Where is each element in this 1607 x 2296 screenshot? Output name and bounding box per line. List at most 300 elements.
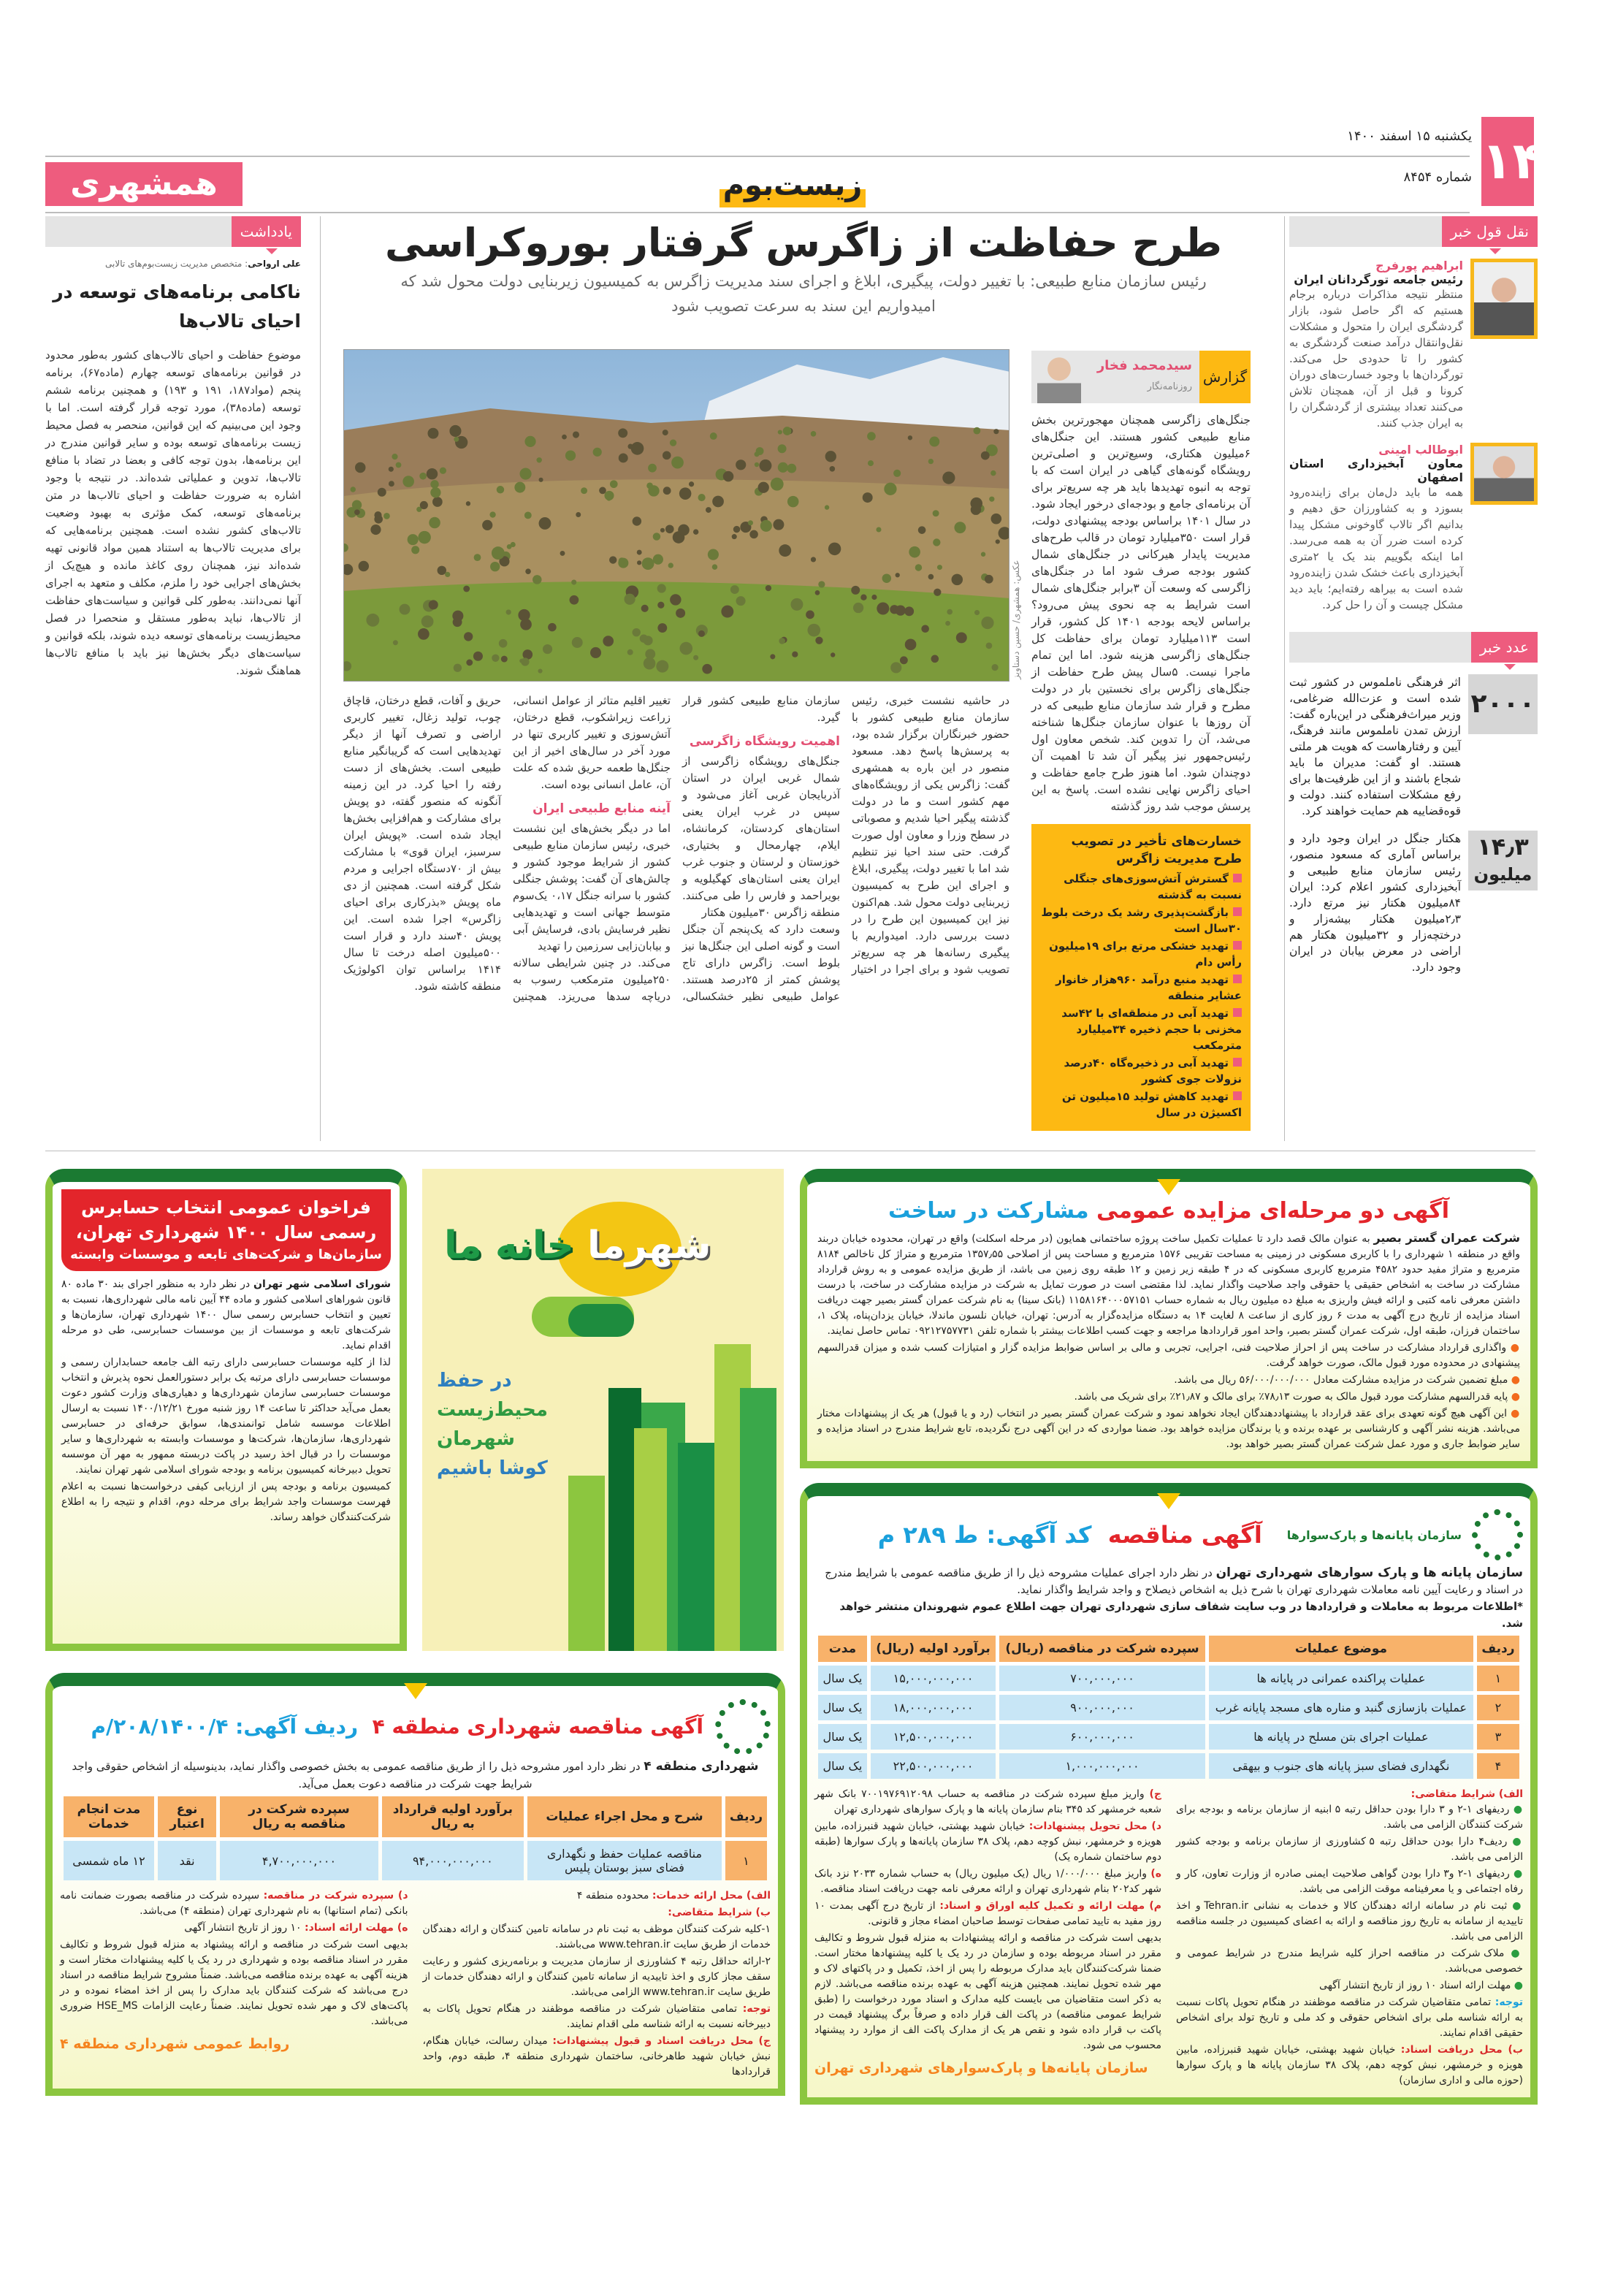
tree-shape <box>755 462 759 467</box>
tree-shape <box>825 505 829 509</box>
tree-shape <box>937 565 942 570</box>
poster-slogan-line: کوشا باشیم <box>437 1457 548 1479</box>
tehran-municipality-logo <box>715 1699 771 1755</box>
district4-conditions: الف) محل ارائه خدمات: محدوده منطقه ۴ ب) شرایط متقاضی: ۱-کلیه شرکت کنندگان موظف به ثبت نام در سامانه تامین کنندگان و ارائه دهندگان خدمات از طریق سایت www.tehran.ir می‌باشند. ۲-ارائه حداقل رتبه ۴ کشاورزی از سازمان مدیریت و برنامه‌ریزی کشور و رعایت سقف مجاز کاری و اخذ تاییدیه از سامانه تامین کنندگان و ارائه دهندگان خدمات از طریق سایت www.tehran.ir الزامی می‌باشد. توجه: تمامی متقاضیان شرکت در مناقصه موظفند در هنگام تحویل پاکات به دبیرخانه نسبت به ارائه شناسه ملی اقدام نمایند. ج) محل دریافت اسناد و قبول پیشنهادات: میدان رسالت، خیابان هنگام، نبش خیابان شهید طاهرخانی، ساختمان شهرداری منطقه ۴، طبقه دوم، واحد قراردادها <box>422 1890 771 2078</box>
avatar-amini <box>1470 443 1538 505</box>
tree-shape <box>830 466 836 472</box>
tree-shape <box>402 476 414 487</box>
tree-shape <box>419 473 427 480</box>
tree-shape <box>787 464 796 473</box>
tree-shape <box>676 609 685 618</box>
photo-credit: عکس: همشهری/ حسین دستاویز <box>1011 560 1021 679</box>
ad-pointer <box>404 1683 427 1699</box>
table-cell: ۴ <box>1477 1753 1519 1779</box>
auction-condition: ● واگذاری قرارداد مشارکت در ساخت پس از احراز صلاحیت فنی، اجرایی، تجربی و مالی بر اساس ضوابط مزایده گزار و امتیازات کسب شده و میزان قدرالسهم پیشنهادی در محدوده مورد قبول مالک، صورت خواهد گرفت. <box>817 1340 1520 1371</box>
terminals-details: ج) واریز مبلغ سپرده شرکت در مناقصه به حساب ۷۰۰۱۹۷۶۹۱۲۰۹۸ بانک شهر شعبه خرمشهر کد ۳۴۵ بنام سازمان پایانه ها و پارک سوارهای شهرداری تهران د) محل تحویل پیشنهادات: خیابان شهید بهشتی، خیابان شهید قنبرزاده، مابین هویزه و خرمشهر، نبش کوچه دهم، پلاک ۳۸ سازمان پایانه‌ها و پارک سوارها (طبقه دوم ساختمان شماره یک) ه) واریز مبلغ ۱/۰۰۰/۰۰۰ ریال (یک میلیون ریال) به حساب شماره ۲۰۳۳ نزد بانک شهر کد۲۰۲ بنام شهرداری تهران و ارائه معرفی نامه جهت دریافت اسناد مناقصه. م) مهلت ارائه و تکمیل کلیه اوراق و اسناد: از تاریخ درج آگهی بمدت ۱۰ روز مفید به تایید تمامی صفحات توسط صاحبان امضاء مجاز و قانونی. بدیهی است شرکت در مناقصه و ارائه پیشنهادات به منزله قبول شروط و تکالیف مقرر در اسناد مربوطه بوده و سازمان در رد یک یا کلیه پیشنهادها مختار است. ضمنا شرکت‌کنندگان باید مدارک مربوطه را پس از اخذ، تکمیل و در پاکتهای لاک و مهر شده تحویل نمایند. همچنین هزینه آگهی به عهده برنده مناقصه می‌باشد. لازم به ذکر است متقاضیان می بایست کلیه مدارک و اسناد مورد درخواست را (طبق شرایط عمومی مناقصه) در پاکت الف قرار داده و صرفاً برگ پیشنهاد قیمت در پاکت ب قرار داده شود و نقص هر یک از مدارک پاکت الف از موارد رد پیشنهاد محسوب می شود. سازمان پایانه‌ها و پارک‌سوارهای شهرداری تهران <box>814 1787 1161 2090</box>
ad-district4-header <box>60 1699 771 1755</box>
tree-shape <box>438 566 446 575</box>
poster-slogan <box>437 1366 565 1483</box>
ad-signature: سازمان پایانه‌ها و پارک‌سوارهای شهرداری تهران <box>814 2060 1148 2076</box>
tree-shape <box>466 660 473 666</box>
table-cell: یک سال <box>818 1666 867 1691</box>
tree-shape <box>609 556 617 563</box>
tree-shape <box>562 435 567 440</box>
tree-shape <box>678 525 690 536</box>
tree-shape <box>572 637 583 648</box>
tree-shape <box>452 611 463 622</box>
tree-shape <box>524 436 535 447</box>
tree-shape <box>432 497 443 507</box>
tree-shape <box>896 605 906 615</box>
table-cell: ۲ <box>1477 1695 1519 1720</box>
tree-shape <box>624 594 635 605</box>
tree-shape <box>663 430 668 435</box>
table-header-cell: سپرده شرکت در مناقصه (ریال) <box>999 1636 1205 1662</box>
table-row <box>818 1695 1519 1720</box>
tree-shape <box>454 437 459 442</box>
tree-shape <box>831 652 835 657</box>
note-body: موضوع حفاظت و احیای تالاب‌های کشور به‌طور محدود در قوانین برنامه‌های توسعه چهارم (ماده۶۷)، برنامه پنجم (مواد۱۸۷، ۱۹۱ و ۱۹۳) و همچنین برنامه ششم توسعه (ماده۳۸)، مورد توجه قرار گرفته است. اما با وجود این می‌بینیم که این قوانین، منحصر به فصل محیط زیست برنامه‌های توسعه بوده و سایر قوانین مندرج در این برنامه‌ها، بدون توجه کافی و بعضا در تضاد با منافع تالاب‌ها، تدوین و عملیاتی شده‌اند. در نتیجه با وجود اشاره به ضرورت حفاظت و احیای تالاب‌ها در متن برنامه‌های توسعه، کمک مؤثری به بهبود وضعیت تالاب‌های کشور نشده است. همچنین برنامه‌هایی که برای مدیریت تالاب‌ها به استناد همین مواد قانونی تهیه شده‌اند نیز، همچنان روی کاغذ مانده و هیچ‌یک از بخش‌های اجرایی خود را ملزم، مکلف و متعهد به اجرای آنها نمی‌دانند. به‌طور کلی قوانین و سیاست‌های حفاظت از تالاب‌ها، نباید به‌طور مستقل و منحصرا در فصل محیط‌زیست برنامه‌های توسعه دیده شوند، بلکه قوانین و سیاست‌های دیگر بخش‌ها نیز باید با منافع تالاب‌ها هماهنگ شوند. <box>45 348 302 677</box>
tree-shape <box>981 451 990 460</box>
tree-shape <box>370 525 381 535</box>
tree-shape <box>818 581 825 587</box>
ad-auction-body: شرکت عمران گستر بصیر به عنوان مالک قصد دارد تا عملیات تکمیل ساخت پروژه ساختمانی همایون (در مرحله اسکلت) واقع در تهران، محدوده خیابان دربند واقع در منطقه ۱ شهرداری را با کاربری مسکونی در زمینی به مساحت تقریبی ۱۵۷۶ مترمربع و مساحت پس از اصلاحی ۱۳۵۷٫۵۵ مترمربع و متراژ کل ناخالص ۸۱۸۴ مترمربع و متراژ مفید حدود ۴۵۸۲ مترمربع کاربری مسکونی که در ۴ طبقه زیر زمین و ۱۲ طبقه روی زمین می باشد، از طریق مزایده عمومی و به روش قرارداد مشارکت در ساخت به اشخاص حقیقی یا حقوقی واجد صلاحیت واگذار نماید. لذا مقتضی است در صورت تمایل به شرکت در مزایده مشارکت در ساخت، با درست داشتن معرفی نامه کتبی و ارائه فیش واریزی به مبلغ ده میلیون ریال به شماره حساب ۱۱۵۸۱۶۴۰۰۰۵۷۱۵۱ (بانک سینا) به نام شرکت عمران گستر بصیر جهت دریافت اسناد مزایده از تاریخ درج آگهی به مدت ۶ روز کاری از ساعت ۸ لغایت ۱۴ به دستگاه مزایده‌گزار به آدرس: تهران، خیابان نلسون ماندلا، خیابان یزدان‌پناه، پلاک ۱، ساختمان فرزان، طبقه اول، شرکت عمران گستر بصیر، واحد امور قراردادها مراجعه و جهت کسب اطلاعات بیشتر با شماره تلفن ۰۹۲۱۲۷۵۷۷۳۱ تماس حاصل نمایند. ● واگذاری قرارداد مشارکت در ساخت پس از احراز صلاحیت فنی، اجرایی، تجربی و مالی بر اساس ضوابط مزایده گزار و امتیازات کسب شده و میزان قدرالسهم پیشنهادی در محدوده مورد قبول مالک، صورت خواهد گرفت. ● مبلغ تضمین شرکت در مزایده مشارکت معادل ۵۶/۰۰۰/۰۰۰/۰۰۰ ریال می باشد. ● پایه قدرالسهم مشارکت مورد قبول مالک به صورت ۷۸٫۱۳٪ برای مالک و ۲۱٫۸۷٪ برای شریک می باشد. ● این آگهی هیچ گونه تعهدی برای عقد قرارداد با پیشنهاددهندگان ایجاد نخواهد نمود و شرکت عمران گستر بصیر در انتخاب (رد و یا قبول) هر یک از پیشنهادات مختار می‌باشد. هزینه نشر آگهی و کارشناسی بر عهده برنده و یا برندگان مزایده خواهد بود. ضمنا مواردی که در این آگهی درج نگردیده، تابع شرایط مندرج در اسناد مزایده و سایر ضوابط جاری و مورد عمل شرکت عمران گستر بصیر خواهد بود. <box>817 1230 1520 1452</box>
ad-auditor-title: رسمی سال ۱۴۰۰ شهرداری تهران، <box>75 1222 377 1243</box>
tree-shape <box>992 664 999 671</box>
tender-condition: ● ردیف۴ دارا بودن حداقل رتبه ۵ کشاورزی از سازمان برنامه و بودجه کشور الزامی می باشد. <box>1176 1834 1523 1865</box>
tree-shape <box>806 611 814 619</box>
tree-shape <box>679 487 692 500</box>
page-number: ۱۴ <box>1481 117 1534 206</box>
tree-shape <box>698 494 706 501</box>
table-header-cell: سپرده شرکت در مناقصه به ریال <box>220 1796 378 1837</box>
article-header <box>329 218 1278 319</box>
poster-title: شهرما خانه ما <box>444 1224 711 1267</box>
tree-shape <box>915 564 923 571</box>
tree-shape <box>702 664 712 674</box>
losses-box <box>1031 824 1251 1131</box>
tree-shape <box>928 574 934 580</box>
tree-shape <box>641 605 649 612</box>
tree-shape <box>648 464 657 473</box>
tree-shape <box>670 594 681 605</box>
tree-shape <box>464 632 473 641</box>
tree-shape <box>890 662 901 673</box>
table-cell: ۱,۰۰۰,۰۰۰,۰۰۰ <box>999 1753 1205 1779</box>
tree-shape <box>990 470 996 476</box>
table-cell: یک سال <box>818 1724 867 1750</box>
building-shape <box>740 1388 776 1651</box>
tree-shape <box>956 632 967 643</box>
table-header-cell: شرح و محل اجراء عملیات <box>527 1796 722 1837</box>
tree-shape <box>708 549 719 560</box>
tree-shape <box>787 496 799 508</box>
building-shape <box>634 1428 667 1651</box>
article-columns <box>343 693 1009 1005</box>
tree-shape <box>646 483 653 489</box>
number-text: اثر فرهنگی ناملموس در کشور ثبت شده است و عزت‌الله ضرغامی، وزیر میراث‌فرهنگی در این‌باره گفت: ارزش تمدن ناملموس مانند فرهنگ، آیین و رفتارهاست که هویت هر ملتی هستند. او گفت: مدیران ما باید شجاع باشند و از این ظرفیت‌ها برای رفع مشکلات استفاده کنند. دولت و قوه‌قضاییه هم حمایت خواهند کرد. <box>1289 676 1461 817</box>
table-cell: ۷۰۰,۰۰۰,۰۰۰ <box>999 1666 1205 1691</box>
org-name: سازمان پایانه‌ها و پارک‌سوارها <box>1286 1528 1462 1542</box>
ad-district4-title: آگهی مناقصه شهرداری منطقه ۴ ردیف آگهی: ۲۰۸/۱۴۰۰/۴/م <box>91 1715 703 1739</box>
ad-auditor-body: شورای اسلامی شهر تهران در نظر دارد به منظور اجرای بند ۳۰ ماده ۸۰ قانون شوراهای اسلامی کشور و ماده ۴۴ آیین نامه مالی شهرداری‌ها، نسبت به تعیین و انتخاب حسابرس رسمی سال ۱۴۰۰ شهرداری تهران، سازمان‌ها و شرکت‌های تابعه و موسسات از بین موسسات حسابرسی، طی دو مرحله اقدام نماید. لذا از کلیه موسسات حسابرسی دارای رتبه الف جامعه حسابداران رسمی و موسسات حسابرسی دارای مرتبه یک برابر دستورالعمل نحوه پذیرش و انتخاب موسسات حسابرسی سازمان شهرداری‌ها و دهیاری‌های وزارت کشور دعوت بعمل می‌آید حداکثر تا ساعت ۱۴ روز شنبه مورخ ۱۴۰۰/۱۲/۲۱ نسبت به ارسال اطلاعات موسسه شامل توانمندی‌ها، سوابق حرفه‌ای در حسابرسی شهرداری‌ها، سازمان‌ها، شرکت‌ها و موسسات وابسته به شهرداری‌ها و سایر موسسات را در قبال اخذ رسید در پاکت دربسته ممهور به مهر آن موسسه تحویل دبیرخانه کمیسیون برنامه و بودجه شورای اسلامی شهر تهران نمایند. کمیسیون برنامه و بودجه پس از ارزیابی کیفی درخواست‌ها نسبت به اعلام فهرست موسسات واجد شرایط برای مرحله دوم، اقدام و نتیجه را به اطلاع شرکت‌کنندگان خواهد رساند. <box>61 1278 391 1523</box>
tree-shape <box>631 442 644 455</box>
tree-shape <box>492 546 505 560</box>
tree-shape <box>990 514 1001 525</box>
tree-shape <box>815 590 820 595</box>
auction-condition: ● پایه قدرالسهم مشارکت مورد قبول مالک به صورت ۷۸٫۱۳٪ برای مالک و ۲۱٫۸۷٪ برای شریک می باشد. <box>817 1389 1520 1405</box>
tree-shape <box>389 467 394 472</box>
issue-number: شماره ۸۴۵۴ <box>1403 169 1472 185</box>
losses-list-item: تهدید آبی در ذخیره‌گاه ۴۰درصد نزولات جوی کشور <box>1064 1056 1242 1086</box>
poster-slogan-line: محیط‌زیست <box>437 1399 549 1421</box>
ad-auction <box>800 1169 1538 1468</box>
tree-shape <box>427 468 438 479</box>
article-intro: جنگل‌های زاگرسی همچنان مهجورترین بخش منابع طبیعی کشور هستند. این جنگل‌های ۶میلیون هکتاری، وسیع‌ترین و اصلی‌ترین رویشگاه گونه‌های گیاهی در ایران است که با توجه به انبوه تهدیدها باید هر چه سریع‌تر برای آن برنامه‌ای جامع و بودجه‌ای درخور ایجاد شود. در سال ۱۴۰۱ براساس بودجه پیشنهادی دولت، قرار است ۳۵۰میلیارد تومان در قالب طرح‌های مدیریت پایدار هیرکانی در جنگل‌های شمال کشور بودجه صرف شود اما در جنگل‌های زاگرسی که وسعت آن ۳برابر جنگل‌های شمال است شرایط به چه نحوی پیش می‌رود؟ براساس لایحه بودجه ۱۴۰۱ کل کشور، قرار است ۱۱۳میلیارد تومان برای حفاظت کل جنگل‌های زاگرسی هزینه شود. اما این تمام ماجرا نیست. ۵سال پیش طرح حفاظت از جنگل‌های زاگرس برای نخستین بار در دولت مطرح و قرار شد سازمان منابع طبیعی که در آن روزها با عنوان سازمان جنگل‌ها شناخته می‌شد، آن را تدوین کند. شخص معاون اول رئیس‌جمهور نیز پیگیر آن شد تا اهمیت آن دوچندان شود. اما هنوز طرح جامع حفاظت و احیای زاگرس نهایی نشده است. پاسخ به این پرسش موجب شد روز گذشته <box>1031 413 1251 813</box>
report-column <box>1031 351 1251 1131</box>
tree-shape <box>790 598 803 611</box>
tree-shape <box>877 603 889 615</box>
tree-shape <box>637 550 642 555</box>
tree-shape <box>374 511 381 519</box>
note-title: ناکامی برنامه‌های توسعه در احیای تالاب‌ها <box>53 281 301 332</box>
tree-shape <box>928 459 934 464</box>
right-column <box>1289 216 1538 975</box>
tree-shape <box>909 546 920 558</box>
table-cell: ۱۸,۰۰۰,۰۰۰,۰۰۰ <box>871 1695 996 1720</box>
table-header-cell: ردیف <box>725 1796 767 1837</box>
tree-shape <box>619 557 625 564</box>
note-byline: علی ارواحی: متخصص مدیریت زیست‌بوم‌های تالابی <box>105 259 301 269</box>
tree-shape <box>521 657 529 665</box>
tree-shape <box>474 554 481 561</box>
report-author-role: روزنامه‌نگار <box>1147 381 1192 392</box>
tree-shape <box>736 596 746 606</box>
column-text: وسعت دارد که یک‌پنجم آن جنگل است و گونه اصلی این جنگل‌ها نیز بلوط است. زاگرس دارای تاج پوشش کمتر از ۲۵درصد هستند. عوامل طبیعی نظیر خشکسالی، تغییر اقلیم متاثر از عوامل انسانی، زراعت زیراشکوب، قطع درختان، آتش‌سوزی و تغییر کاربری تنها در مورد آخر در سال‌های اخیر از این جنگل‌ها طعمه حریق شده که علت آن، عامل انسانی بوده است. <box>513 694 840 1003</box>
tree-shape <box>811 557 816 562</box>
tree-shape <box>533 575 542 584</box>
number-unit: میلیون <box>1473 864 1532 885</box>
losses-list-item: تهدید منبع درآمد ۹۶۰هزار خانوار عشایر منطقه <box>1056 973 1242 1002</box>
number-text: هکتار جنگل در ایران وجود دارد و براساس آماری که مسعود منصور، رئیس سازمان منابع طبیعی و آبخیزداری کشور اعلام کرد: ایران ۸۴میلیون هکتار نیز مرتع دارد. ۲٫۳میلیون هکتار بیشه‌زار و درختچه‌زار و ۳۲میلیون هکتار هم اراضی در معرض بیابان در ایران وجود دارد. <box>1289 832 1461 974</box>
newspaper-logo: همشهری <box>45 162 243 206</box>
tree-shape <box>851 586 860 595</box>
tree-shape <box>670 439 676 446</box>
tree-shape <box>449 425 461 437</box>
table-cell: ۱ <box>725 1841 767 1880</box>
tree-shape <box>828 543 841 555</box>
tree-shape <box>668 562 673 568</box>
tree-shape <box>929 437 939 447</box>
tree-shape <box>418 531 430 544</box>
tree-shape <box>993 429 999 434</box>
tree-shape <box>660 528 665 533</box>
tree-shape <box>525 568 531 574</box>
tree-shape <box>947 609 953 615</box>
table-cell: ۹۴,۰۰۰,۰۰۰,۰۰۰ <box>382 1841 524 1880</box>
tree-shape <box>807 624 820 637</box>
tree-shape <box>497 486 504 493</box>
table-cell: ۴,۷۰۰,۰۰۰,۰۰۰ <box>220 1841 378 1880</box>
tree-shape <box>985 575 993 584</box>
environment-poster <box>422 1169 784 1651</box>
losses-list <box>1040 871 1242 1121</box>
quote-name: ابوطالب امینی <box>1378 443 1463 457</box>
tree-shape <box>693 529 698 534</box>
losses-list-item: تهدید آبی در منطقه‌ای با ۴۲سد مخزنی با حجم ذخیره ۳۴میلیارد مترمکعب <box>1061 1007 1242 1052</box>
tree-shape <box>642 557 654 570</box>
table-header-cell: نوع اعتبار <box>158 1796 216 1837</box>
ad-auction-title: آگهی دو مرحله‌ای مزایده عمومی مشارکت در ساخت <box>888 1198 1449 1224</box>
tree-shape <box>389 481 394 487</box>
tree-shape <box>644 657 656 670</box>
tree-shape <box>633 628 641 636</box>
header-bottom-rule <box>45 212 1470 213</box>
column-text: اما در دیگر بخش‌های این نشست خبری، رئیس سازمان منابع طبیعی کشور از شرایط موجود کشور و چالش‌های آن گفت: پوشش جنگلی کشور با سرانه جنگل ۰،۱۷ یک‌سوم متوسط جهانی است و تهدیدهایی نظیر فرسایش بادی، فرسایش آبی و بیابان‌زایی سرزمین را تهدید <box>513 822 671 953</box>
zagros-forest-photo <box>343 349 1009 682</box>
note-column <box>45 216 301 679</box>
tender-condition: ● ثبت نام در سامانه ارائه دهندگان کالا و خدمات به نشانی Tehran.ir و اخذ تاییدیه از سامانه به تاریخ روز مناقصه و ارائه به اعضای کمیسیون در جلسه مناقصه الزامی می باشد. <box>1176 1899 1523 1945</box>
quote-text: همه ما باید دل‌مان برای زاینده‌رود بسوزد و به کشاورزان حق دهیم و بدانیم اگر تالاب گاوخونی مشکل پیدا کرده است ضرر آن به همه می‌رسد. اما اینکه بگوییم بند یک یا ۲متری آبخیزداری باعث خشک شدن زاینده‌رود شده است به بیراهه رفته‌ایم؛ باید دید مشکل چیست و آن را حل کرد. <box>1289 486 1463 611</box>
number-2000: ۲۰۰۰ <box>1468 674 1538 734</box>
tree-shape <box>653 533 661 541</box>
tree-shape <box>825 451 836 462</box>
tree-shape <box>418 628 430 640</box>
ad-pointer <box>1157 1493 1180 1509</box>
ad-auditor-call <box>45 1169 407 1651</box>
tree-shape <box>989 497 994 502</box>
tree-shape <box>732 534 737 539</box>
tree-shape <box>351 487 356 492</box>
transparency-note: *اطلاعات مربوط به معاملات و قراردادها در وب سایت شفاف سازی شهرداری تهران جهت اطلاع عموم شهروندان منتشر خواهد شد. <box>839 1600 1523 1630</box>
tree-shape <box>645 649 655 659</box>
ad-auditor-title: سازمان‌ها و شرکت‌های تابعه و موسسات وابسته <box>70 1247 382 1262</box>
note-tag: یادداشت <box>232 216 301 247</box>
district4-details: د) سپرده شرکت در مناقصه: سپرده شرکت در مناقصه بصورت ضمانت نامه بانکی (تمام استانها) به نام شهرداری تهران (منطقه ۴) می‌باشد. ه) مهلت ارائه اسناد: ۱۰ روز از تاریخ انتشار آگهی بدیهی است شرکت در مناقصه و ارائه پیشنهاد به منزله قبول شروط و تکالیف مقرر در اسناد مناقصه بوده و شهرداری در رد یک یا کلیه پیشنهادات مختار است و هزینه آگهی به عهده برنده مناقصه می‌باشد. ضمناً مشروح شرایط مناقصه در اسناد درج می‌باشد که شرکت کنندگان باید مدارک را پس از اخذ امضاء نموده و در پاکت‌های لاک و مهر شده تحویل نمایند. ضمناً رعایت الزامات HSE_MS ضروری می‌باشد. روابط عمومی شهرداری منطقه ۴ <box>60 1888 408 2081</box>
tree-shape <box>396 462 402 468</box>
ad-terminals-intro: سازمان پایانه ها و پارک سوارهای شهرداری تهران در نظر دارد اجرای عملیات مشروحه ذیل را از طریق مناقصه عمومی با شرایط مندرج در اسناد و رعایت آیین نامه معاملات شهرداری تهران با شرح ذیل به اشخاص ذیصلاح و واجد شرایط واگذار نماید. <box>825 1565 1523 1596</box>
tree-shape <box>421 615 434 628</box>
ad-terminals-title: آگهی مناقصه کد آگهی: ط ۲۸۹ م <box>877 1521 1262 1549</box>
tree-shape <box>860 594 866 600</box>
tree-shape <box>618 428 627 438</box>
tree-shape <box>973 427 980 435</box>
tree-shape <box>359 561 369 571</box>
quotes-tag-bar <box>1289 216 1538 247</box>
tree-shape <box>366 614 379 627</box>
column-divider <box>1284 216 1285 1141</box>
tree-shape <box>536 457 541 462</box>
building-shape <box>568 1476 605 1651</box>
tree-shape <box>689 481 694 487</box>
tree-shape <box>392 454 397 459</box>
tree-shape <box>408 534 419 545</box>
tree-shape <box>560 551 565 556</box>
tree-shape <box>571 580 576 585</box>
tree-shape <box>657 623 667 633</box>
tree-shape <box>656 660 668 673</box>
tree-shape <box>904 606 914 616</box>
ad-signature: روابط عمومی شهرداری منطقه ۴ <box>60 2036 290 2052</box>
tree-shape <box>627 649 633 655</box>
tree-shape <box>942 471 955 484</box>
tree-shape <box>383 513 390 519</box>
tree-shape <box>400 604 411 615</box>
section-title: زیست‌بوم <box>719 167 866 207</box>
losses-list-item: تهدید خشکی مرتع برای ۱۹میلیون رأس دام <box>1049 939 1242 969</box>
tree-shape <box>355 462 365 473</box>
tree-shape <box>981 617 993 629</box>
table-row <box>818 1666 1519 1691</box>
tree-shape <box>599 487 606 495</box>
tree-shape <box>657 584 666 592</box>
table-cell: عملیات پراکنده عمرانی در پایانه ها <box>1209 1666 1473 1691</box>
table-header-cell: برآورد اولیه قرارداد به ریال <box>382 1796 524 1837</box>
tree-shape <box>576 512 581 517</box>
table-cell: یک سال <box>818 1753 867 1779</box>
tree-shape <box>619 453 628 462</box>
tree-shape <box>454 664 462 672</box>
tree-shape <box>783 427 792 435</box>
table-cell: ۳ <box>1477 1724 1519 1750</box>
cloud-shape <box>568 1304 634 1337</box>
tree-shape <box>490 562 500 571</box>
right-ad-stack <box>800 1169 1538 2105</box>
column-text: می‌کند. در چنین شرایطی سالانه ۲۵۰میلیون مترمکعب رسوب به دریاچه سدها می‌ریزد. همچنین حریق و آفات، قطع درختان، قاچاق چوب، تولید زغال، تغییر کاربری اراضی و تصرف آنها از دیگر تهدیدهایی است که گریبانگیر منابع طبیعی است. بخش‌های از دست رفته را احیا کرد. در این زمینه آنگونه که منصور گفته، دو پویش برای مشارکت و هم‌افزایی بخش‌ها ایجاد شده است. «پویش ایران سرسبز، ایران قوی» با مشارکت بیش از ۷۰دستگاه اجرایی و مردم شکل گرفته است. همچنین از دی ماه پویش «بذرکاری برای احیای زاگرس» اجرا شده است. این پویش ۴۰سند دارد و قرار است ۵۰۰میلیون اصله درخت تا سال ۱۴۱۴ براساس توان اکولوژیک منطقه کاشته شود. <box>343 694 671 1003</box>
numbers-tag-bar <box>1289 632 1538 663</box>
tree-shape <box>393 640 398 645</box>
tree-shape <box>755 451 760 457</box>
main-subhead: رئیس سازمان منابع طبیعی: با تغییر دولت، پیگیری، ابلاغ و اجرای سند مدیریت زاگرس به کمیسیون زیربنایی دولت محول شد که امیدواریم این سند به سرعت تصویب شود <box>400 272 1207 315</box>
tree-shape <box>921 625 929 633</box>
numbers-tag: عدد خبر <box>1471 632 1538 663</box>
tree-shape <box>730 585 739 594</box>
auction-condition: ● مبلغ تضمین شرکت در مزایده مشارکت معادل ۵۶/۰۰۰/۰۰۰/۰۰۰ ریال می باشد. <box>817 1373 1520 1388</box>
ad-district4-tender <box>45 1673 785 2096</box>
table-cell: ۲۲,۵۰۰,۰۰۰,۰۰۰ <box>871 1753 996 1779</box>
number-14-3 <box>1468 831 1538 890</box>
quote-2 <box>1289 443 1538 613</box>
tree-shape <box>792 652 798 657</box>
auction-condition: ● این آگهی هیچ گونه تعهدی برای عقد قرارداد با پیشنهاددهندگان ایجاد نخواهد نمود و شرکت عمران گستر بصیر در انتخاب (رد و یا قبول) هر یک از پیشنهادات مختار می‌باشد. هزینه نشر آگهی و کارشناسی بر عهده برنده و یا برندگان مزایده خواهد بود. ضمنا مواردی که در این آگهی درج نگردیده، تابع شرایط مندرج در اسناد مزایده و سایر ضوابط جاری و مورد عمل شرکت عمران گستر بصیر خواهد بود. <box>817 1406 1520 1452</box>
table-cell: عملیات اجرای بتن مسلح در پایانه ها <box>1209 1724 1473 1750</box>
tree-shape <box>693 655 698 660</box>
tree-shape <box>778 444 787 453</box>
tree-shape <box>981 552 985 557</box>
tree-shape <box>882 573 891 582</box>
tehran-municipality-logo <box>1472 1509 1523 1560</box>
quote-role: معاون آبخیزداری استان اصفهان <box>1289 457 1463 484</box>
tree-shape <box>710 432 717 440</box>
tree-shape <box>771 478 784 491</box>
tree-shape <box>473 652 483 661</box>
main-headline: طرح حفاظت از زاگرس گرفتار بوروکراسی <box>385 220 1222 266</box>
subheading: اهمیت رویشگاه زاگرسی <box>689 734 840 749</box>
quotes-tag: نقل قول خبر <box>1442 216 1538 247</box>
district4-table <box>60 1793 771 1884</box>
tree-shape <box>573 431 579 438</box>
tree-shape <box>876 527 881 532</box>
tree-shape <box>429 600 438 609</box>
tree-shape <box>440 468 446 474</box>
ad-auditor-banner <box>61 1189 391 1271</box>
table-row <box>818 1753 1519 1779</box>
tree-shape <box>519 468 531 479</box>
tree-shape <box>773 519 784 530</box>
tree-shape <box>758 482 769 493</box>
tree-shape <box>565 450 576 460</box>
tree-shape <box>954 522 966 533</box>
tree-shape <box>770 654 775 659</box>
ad-pointer <box>1157 1179 1180 1195</box>
tree-shape <box>698 630 705 637</box>
tree-shape <box>610 480 618 488</box>
avatar-pourfaraj <box>1470 259 1538 339</box>
tree-shape <box>933 510 939 516</box>
number-value: ۱۴٫۳ <box>1477 833 1529 861</box>
tree-shape <box>766 585 771 591</box>
note-tag-bar <box>45 216 301 247</box>
tree-shape <box>489 511 495 517</box>
tree-shape <box>520 619 532 630</box>
tree-shape <box>779 544 791 557</box>
tree-shape <box>603 636 614 647</box>
tree-shape <box>952 574 963 585</box>
tree-shape <box>908 435 912 440</box>
tree-shape <box>918 526 926 534</box>
tree-shape <box>931 655 939 663</box>
tree-shape <box>581 487 587 494</box>
tree-shape <box>974 610 980 615</box>
table-cell: ۱ <box>1477 1666 1519 1691</box>
tree-shape <box>665 525 674 533</box>
tree-shape <box>900 656 908 664</box>
tender-condition: ● مهلت ارائه اسناد ۱۰ روز از تاریخ انتشار آگهی <box>1176 1978 1523 1994</box>
tree-shape <box>706 507 711 513</box>
tree-shape <box>671 457 684 469</box>
tree-shape <box>733 526 740 533</box>
table-cell: ۱۵,۰۰۰,۰۰۰,۰۰۰ <box>871 1666 996 1691</box>
tree-shape <box>723 471 734 482</box>
tree-shape <box>499 639 508 648</box>
tree-shape <box>868 460 874 466</box>
tree-shape <box>627 444 633 449</box>
tree-shape <box>653 554 663 565</box>
terminals-table <box>814 1632 1523 1782</box>
tree-shape <box>736 459 746 470</box>
tree-shape <box>871 595 877 600</box>
poster-slogan-line: شهرمان <box>437 1428 515 1450</box>
ad-district4-intro: شهرداری منطقه ۴ در نظر دارد امور مشروحه ذیل را از طریق مناقصه عمومی به بخش خصوصی واگذار نماید، بدینوسیله از اشخاص حقوقی واجد شرایط جهت شرکت در مناقصه دعوت بعمل می‌آید. <box>72 1759 759 1790</box>
tree-shape <box>760 520 772 532</box>
table-cell: عملیات بازسازی گنبد و مناره های مسجد پایانه غرب <box>1209 1695 1473 1720</box>
report-author: سیدمحمد فخار <box>1096 358 1192 373</box>
tree-shape <box>445 572 450 577</box>
tree-shape <box>538 668 542 673</box>
subheading: آینه منابع طبیعی ایران <box>533 801 671 816</box>
losses-list-item: بازگشت‌پذیری رشد یک درخت بلوط ۳۰سال است <box>1041 906 1242 935</box>
tree-shape <box>411 546 419 554</box>
losses-list-item: گسترش آتش‌سوزی‌های جنگلی نسبت به گذشته <box>1064 872 1242 901</box>
tree-shape <box>501 656 508 663</box>
tree-shape <box>863 492 873 503</box>
tree-shape <box>570 595 579 605</box>
tree-shape <box>524 511 532 519</box>
number-item-1 <box>1289 674 1538 819</box>
tree-shape <box>507 544 512 549</box>
tree-shape <box>884 483 896 495</box>
tree-shape <box>492 655 499 662</box>
